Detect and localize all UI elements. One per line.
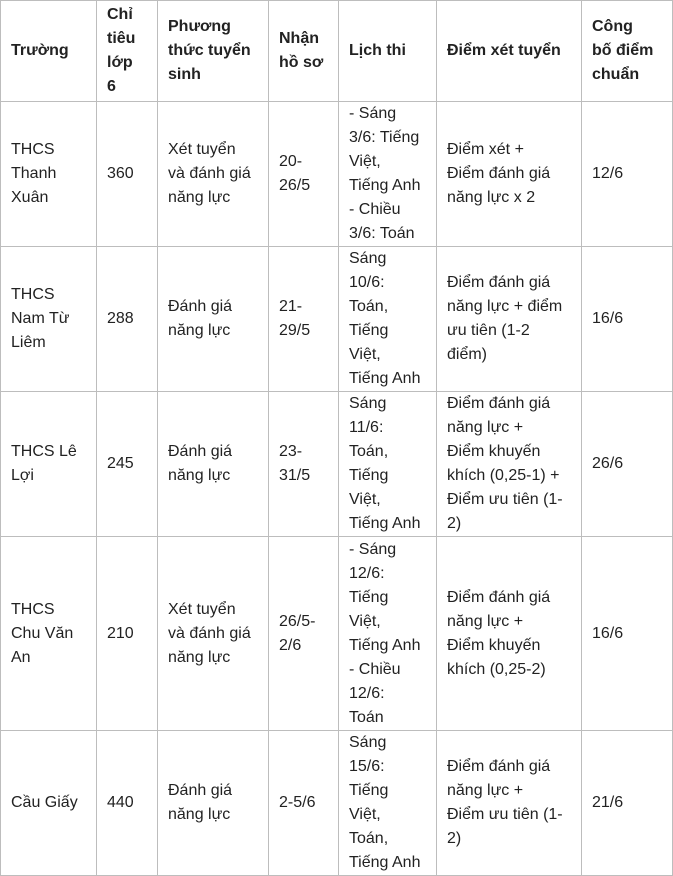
cell-method: Đánh giá năng lực [158,247,269,392]
cell-school: THCS Nam Từ Liêm [1,247,97,392]
table-row [1,392,673,537]
header-announce: Công bố điểm chuẩn [582,1,673,102]
cell-application: 20- 26/5 [269,102,339,247]
header-score: Điểm xét tuyển [437,1,582,102]
header-quota: Chỉ tiêu lớp 6 [97,1,158,102]
cell-quota: 288 [97,247,158,392]
table-row [1,102,673,247]
cell-announce: 12/6 [582,102,673,247]
cell-announce: 21/6 [582,731,673,876]
cell-exam-schedule: Sáng 15/6: Tiếng Việt, Toán, Tiếng Anh [339,731,437,876]
cell-score: Điểm xét + Điểm đánh giá năng lực x 2 [437,102,582,247]
cell-application: 2-5/6 [269,731,339,876]
cell-school: THCS Chu Văn An [1,537,97,731]
cell-school: THCS Thanh Xuân [1,102,97,247]
cell-score: Điểm đánh giá năng lực + Điểm khuyến khích (0,25-2) [437,537,582,731]
header-exam-schedule: Lịch thi [339,1,437,102]
cell-method: Xét tuyển và đánh giá năng lực [158,102,269,247]
cell-exam-schedule: - Sáng 12/6: Tiếng Việt, Tiếng Anh - Chiều 12/6: Toán [339,537,437,731]
table-row [1,537,673,731]
cell-announce: 16/6 [582,537,673,731]
header-school: Trường [1,1,97,102]
cell-exam-schedule: Sáng 10/6: Toán, Tiếng Việt, Tiếng Anh [339,247,437,392]
cell-application: 26/5- 2/6 [269,537,339,731]
cell-announce: 16/6 [582,247,673,392]
cell-method: Xét tuyển và đánh giá năng lực [158,537,269,731]
cell-exam-schedule: Sáng 11/6: Toán, Tiếng Việt, Tiếng Anh [339,392,437,537]
cell-quota: 360 [97,102,158,247]
cell-quota: 210 [97,537,158,731]
cell-school: THCS Lê Lợi [1,392,97,537]
cell-score: Điểm đánh giá năng lực + Điểm ưu tiên (1- 2) [437,731,582,876]
header-method: Phương thức tuyển sinh [158,1,269,102]
cell-score: Điểm đánh giá năng lực + Điểm khuyến khích (0,25-1) + Điểm ưu tiên (1- 2) [437,392,582,537]
header-application: Nhận hồ sơ [269,1,339,102]
cell-school: Cầu Giấy [1,731,97,876]
cell-quota: 440 [97,731,158,876]
cell-exam-schedule: - Sáng 3/6: Tiếng Việt, Tiếng Anh - Chiều 3/6: Toán [339,102,437,247]
cell-application: 21- 29/5 [269,247,339,392]
cell-announce: 26/6 [582,392,673,537]
header-row [1,1,673,102]
cell-score: Điểm đánh giá năng lực + điểm ưu tiên (1-2 điểm) [437,247,582,392]
table-row [1,247,673,392]
cell-method: Đánh giá năng lực [158,731,269,876]
cell-quota: 245 [97,392,158,537]
table-row [1,731,673,876]
cell-method: Đánh giá năng lực [158,392,269,537]
cell-application: 23- 31/5 [269,392,339,537]
